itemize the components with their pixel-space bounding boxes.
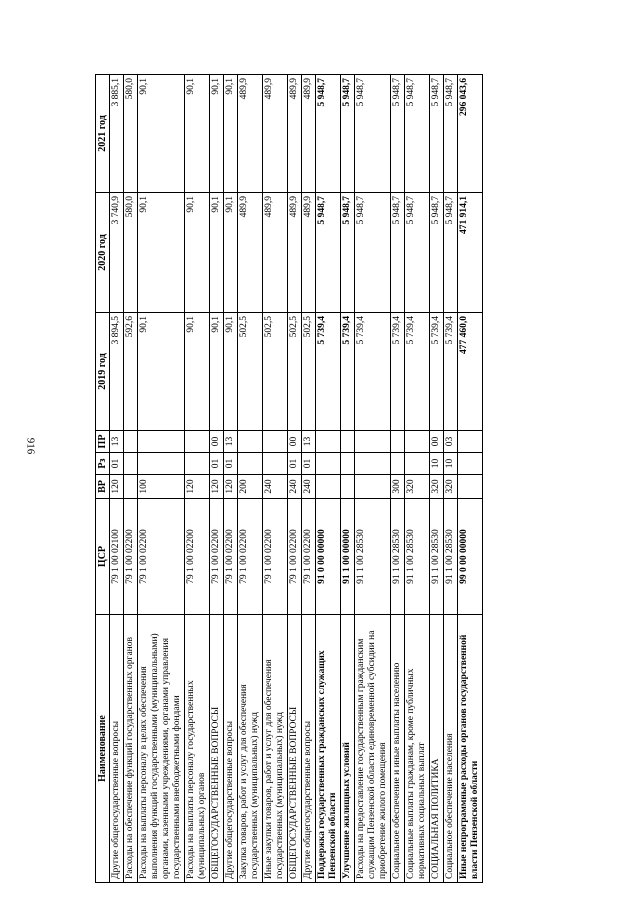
- table-row: [355, 75, 391, 883]
- cell-rz: [124, 453, 138, 475]
- cell-rz: 01: [110, 453, 124, 475]
- cell-vr: [355, 475, 391, 499]
- cell-csr: 79 1 00 02100: [110, 499, 124, 615]
- cell-csr: 91 1 00 28530: [430, 499, 444, 615]
- cell-2021: 5 948,7: [444, 75, 458, 193]
- cell-pr: [458, 431, 483, 453]
- cell-csr: 79 1 00 02200: [238, 499, 263, 615]
- cell-csr: 79 1 00 02200: [263, 499, 288, 615]
- cell-vr: 320: [405, 475, 430, 499]
- cell-2020: 5 948,7: [405, 193, 430, 313]
- cell-2019: 90,1: [185, 313, 210, 431]
- cell-pr: 13: [110, 431, 124, 453]
- cell-2021: 5 948,7: [405, 75, 430, 193]
- cell-2021: 296 043,6: [458, 75, 483, 193]
- cell-csr: 79 1 00 02200: [288, 499, 302, 615]
- table-row: [238, 75, 263, 883]
- cell-2020: 90,1: [210, 193, 224, 313]
- table-row: [444, 75, 458, 883]
- cell-2019: 5 739,4: [405, 313, 430, 431]
- cell-csr: 91 0 00 00000: [316, 499, 341, 615]
- cell-2019: 5 739,4: [391, 313, 405, 431]
- cell-2020: 5 948,7: [430, 193, 444, 313]
- cell-2020: 3 740,9: [110, 193, 124, 313]
- cell-2019: 5 739,4: [341, 313, 355, 431]
- cell-pr: [391, 431, 405, 453]
- cell-2019: 592,6: [124, 313, 138, 431]
- table-row: [458, 75, 483, 883]
- cell-2019: 3 894,5: [110, 313, 124, 431]
- cell-pr: [185, 431, 210, 453]
- cell-2021: 5 948,7: [391, 75, 405, 193]
- cell-name: Другие общегосударственные вопросы: [224, 615, 238, 883]
- cell-pr: 00: [210, 431, 224, 453]
- cell-pr: [124, 431, 138, 453]
- cell-2021: 5 948,7: [355, 75, 391, 193]
- cell-rz: 10: [444, 453, 458, 475]
- cell-vr: [124, 475, 138, 499]
- cell-vr: [316, 475, 341, 499]
- cell-name: Закупка товаров, работ и услуг для обеспечения государственных (муниципальных) нужд: [238, 615, 263, 883]
- cell-2019: 90,1: [224, 313, 238, 431]
- cell-vr: 240: [263, 475, 288, 499]
- cell-2019: 5 739,4: [430, 313, 444, 431]
- cell-rz: 10: [430, 453, 444, 475]
- table-row: [124, 75, 138, 883]
- cell-csr: 79 1 00 02200: [185, 499, 210, 615]
- cell-rz: 01: [288, 453, 302, 475]
- cell-2020: 489,9: [302, 193, 316, 313]
- table-row: [185, 75, 210, 883]
- cell-2021: 489,9: [302, 75, 316, 193]
- cell-csr: 79 1 00 02200: [124, 499, 138, 615]
- cell-2019: 5 739,4: [316, 313, 341, 431]
- cell-2021: 489,9: [288, 75, 302, 193]
- cell-vr: 240: [302, 475, 316, 499]
- table-row: [224, 75, 238, 883]
- cell-vr: 120: [210, 475, 224, 499]
- cell-pr: [341, 431, 355, 453]
- cell-vr: 200: [238, 475, 263, 499]
- cell-2019: 502,5: [302, 313, 316, 431]
- cell-2020: 90,1: [185, 193, 210, 313]
- cell-rz: [238, 453, 263, 475]
- cell-name: Расходы на предоставление государственным гражданским служащим Пензенской области единовременной субсидии на приобретение жилого помещения: [355, 615, 391, 883]
- cell-csr: 91 1 00 00000: [341, 499, 355, 615]
- table-row: [210, 75, 224, 883]
- cell-csr: 99 0 00 00000: [458, 499, 483, 615]
- page-number: 916: [24, 437, 37, 455]
- cell-2020: 489,9: [288, 193, 302, 313]
- cell-name: Другие общегосударственные вопросы: [302, 615, 316, 883]
- cell-2019: 477 460,0: [458, 313, 483, 431]
- cell-rz: [316, 453, 341, 475]
- cell-rz: [138, 453, 185, 475]
- cell-name: Поддержка государственных гражданских служащих Пензенской области: [316, 615, 341, 883]
- header-rz: Рз: [96, 453, 110, 475]
- table-row: [405, 75, 430, 883]
- cell-name: Расходы на обеспечение функций государственных органов: [124, 615, 138, 883]
- cell-name: ОБЩЕГОСУДАРСТВЕННЫЕ ВОПРОСЫ: [288, 615, 302, 883]
- cell-2021: 489,9: [238, 75, 263, 193]
- cell-name: Расходы на выплаты персоналу государственных (муниципальных) органов: [185, 615, 210, 883]
- cell-pr: [263, 431, 288, 453]
- cell-2020: 5 948,7: [341, 193, 355, 313]
- header-pr: ПР: [96, 431, 110, 453]
- table-row: [316, 75, 341, 883]
- table-header-row: [96, 75, 110, 883]
- cell-name: Расходы на выплаты персоналу в целях обеспечения выполнения функций государственными (муниципальными) органами, казенными учреждениями, органами управления государственными внебюджетными фондами: [138, 615, 185, 883]
- cell-2020: 5 948,7: [444, 193, 458, 313]
- budget-table: [95, 74, 483, 883]
- cell-name: ОБЩЕГОСУДАРСТВЕННЫЕ ВОПРОСЫ: [210, 615, 224, 883]
- cell-name: Иные непрограммные расходы органов государственной власти Пензенской области: [458, 615, 483, 883]
- table-row: [391, 75, 405, 883]
- cell-name: Социальное обеспечение населения: [444, 615, 458, 883]
- cell-csr: 79 1 00 02200: [224, 499, 238, 615]
- table-row: [341, 75, 355, 883]
- cell-rz: [341, 453, 355, 475]
- cell-2021: 580,0: [124, 75, 138, 193]
- cell-rz: [355, 453, 391, 475]
- cell-rz: 01: [210, 453, 224, 475]
- cell-vr: 120: [224, 475, 238, 499]
- cell-2019: 5 739,4: [444, 313, 458, 431]
- cell-pr: [138, 431, 185, 453]
- cell-2019: 90,1: [138, 313, 185, 431]
- cell-name: Социальные выплаты гражданам, кроме публичных нормативных социальных выплат: [405, 615, 430, 883]
- header-vr: ВР: [96, 475, 110, 499]
- cell-csr: 79 1 00 02200: [302, 499, 316, 615]
- cell-rz: [405, 453, 430, 475]
- header-name: Наименование: [96, 615, 110, 883]
- cell-name: Улучшение жилищных условий: [341, 615, 355, 883]
- table-row: [288, 75, 302, 883]
- table-row: [138, 75, 185, 883]
- cell-rz: [458, 453, 483, 475]
- cell-pr: [238, 431, 263, 453]
- cell-pr: 00: [288, 431, 302, 453]
- cell-csr: 91 1 00 28530: [391, 499, 405, 615]
- cell-2020: 90,1: [138, 193, 185, 313]
- cell-pr: [355, 431, 391, 453]
- cell-2020: 5 948,7: [355, 193, 391, 313]
- cell-2019: 502,5: [288, 313, 302, 431]
- cell-2020: 5 948,7: [316, 193, 341, 313]
- cell-rz: [263, 453, 288, 475]
- cell-name: Иные закупки товаров, работ и услуг для обеспечения государственных (муниципальных) нужд: [263, 615, 288, 883]
- table-row: [263, 75, 288, 883]
- table-row: [302, 75, 316, 883]
- cell-2020: 90,1: [224, 193, 238, 313]
- cell-vr: [341, 475, 355, 499]
- cell-2019: 5 739,4: [355, 313, 391, 431]
- cell-2020: 5 948,7: [391, 193, 405, 313]
- cell-pr: [316, 431, 341, 453]
- cell-2021: 90,1: [138, 75, 185, 193]
- cell-2019: 90,1: [210, 313, 224, 431]
- cell-2020: 489,9: [263, 193, 288, 313]
- cell-2021: 90,1: [210, 75, 224, 193]
- cell-vr: 320: [444, 475, 458, 499]
- cell-vr: 100: [138, 475, 185, 499]
- cell-csr: 79 1 00 02200: [138, 499, 185, 615]
- cell-vr: 120: [110, 475, 124, 499]
- cell-pr: [405, 431, 430, 453]
- cell-2021: 489,9: [263, 75, 288, 193]
- cell-rz: 01: [224, 453, 238, 475]
- cell-csr: 91 1 00 28530: [355, 499, 391, 615]
- cell-pr: 03: [444, 431, 458, 453]
- cell-csr: 79 1 00 02200: [210, 499, 224, 615]
- cell-2021: 5 948,7: [316, 75, 341, 193]
- header-csr: ЦСР: [96, 499, 110, 615]
- cell-csr: 91 1 00 28530: [444, 499, 458, 615]
- header-2019: 2019 год: [96, 313, 110, 431]
- cell-2021: 90,1: [224, 75, 238, 193]
- cell-vr: 320: [430, 475, 444, 499]
- cell-name: СОЦИАЛЬНАЯ ПОЛИТИКА: [430, 615, 444, 883]
- cell-vr: 240: [288, 475, 302, 499]
- cell-2019: 502,5: [238, 313, 263, 431]
- table-row: [110, 75, 124, 883]
- cell-pr: 13: [302, 431, 316, 453]
- cell-2021: 5 948,7: [341, 75, 355, 193]
- cell-vr: 300: [391, 475, 405, 499]
- cell-2021: 5 948,7: [430, 75, 444, 193]
- cell-csr: 91 1 00 28530: [405, 499, 430, 615]
- header-2020: 2020 год: [96, 193, 110, 313]
- table-row: [430, 75, 444, 883]
- cell-2020: 471 914,1: [458, 193, 483, 313]
- cell-name: Другие общегосударственные вопросы: [110, 615, 124, 883]
- cell-name: Социальное обеспечение и иные выплаты населению: [391, 615, 405, 883]
- cell-vr: [458, 475, 483, 499]
- cell-rz: 01: [302, 453, 316, 475]
- cell-2021: 90,1: [185, 75, 210, 193]
- rotated-table-container: [95, 75, 550, 883]
- cell-rz: [391, 453, 405, 475]
- cell-2019: 502,5: [263, 313, 288, 431]
- cell-2021: 3 885,1: [110, 75, 124, 193]
- header-2021: 2021 год: [96, 75, 110, 193]
- cell-rz: [185, 453, 210, 475]
- cell-2020: 489,9: [238, 193, 263, 313]
- cell-pr: 13: [224, 431, 238, 453]
- cell-vr: 120: [185, 475, 210, 499]
- cell-pr: 00: [430, 431, 444, 453]
- cell-2020: 580,0: [124, 193, 138, 313]
